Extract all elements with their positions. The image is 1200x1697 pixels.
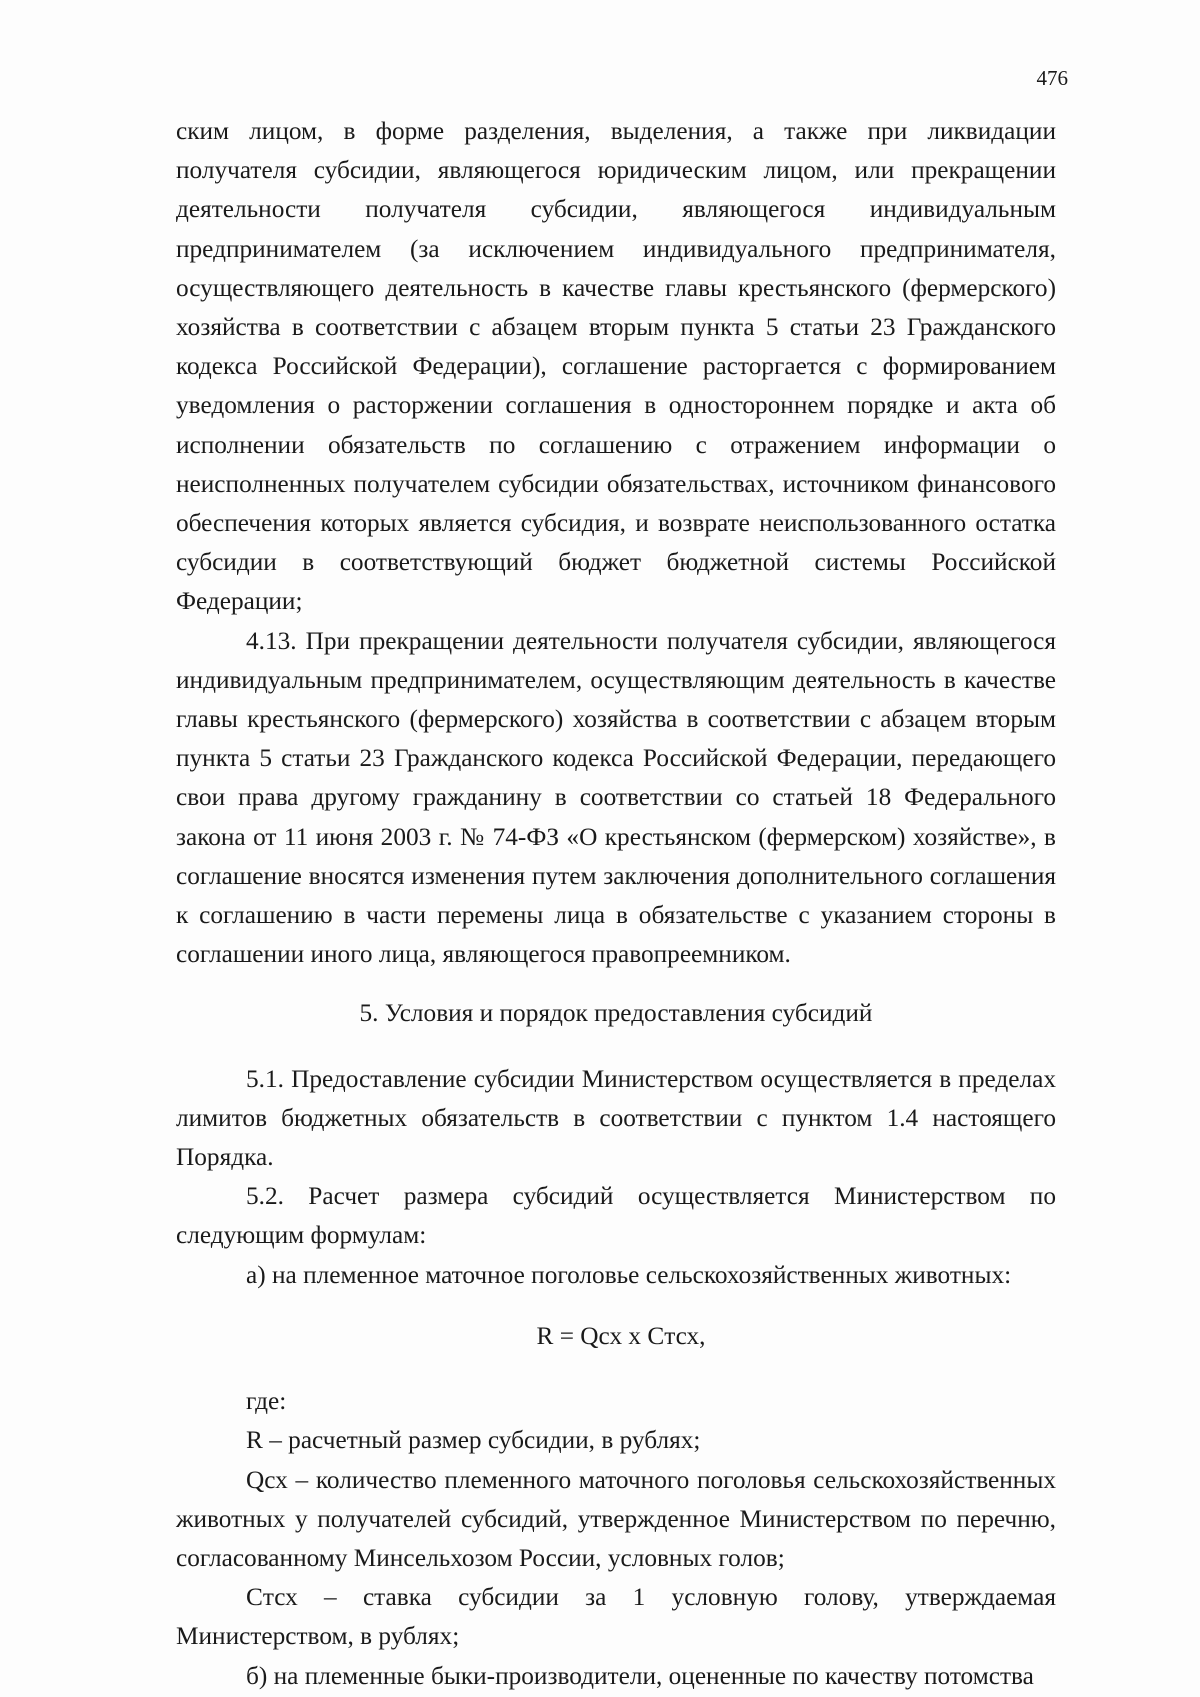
section-title: 5. Условия и порядок предоставления субсидий	[359, 999, 873, 1028]
definition-ctsx: Cтсх – ставка субсидии за 1 условную голову, утверждаемая Министерством, в рублях;	[176, 1583, 1056, 1651]
paragraph-item-b: б) на племенные быки-производители, оцененные по качеству потомства	[246, 1661, 1034, 1690]
paragraph-item-a: а) на племенное маточное поголовье сельскохозяйственных животных:	[246, 1260, 1012, 1289]
paragraph-4-13: 4.13. При прекращении деятельности получателя субсидии, являющегося индивидуальным предпринимателем, осуществляющим деятельность в качестве главы крестьянского (фермерского) хозяйства в соответствии с абзацем вторым пункта 5 статьи 23 Гражданского кодекса Российской Федерации, передающего свои права другому гражданину в соответствии со статьей 18 Федерального закона от 11 июня 2003 г. № 74-ФЗ «О крестьянском (фермерском) хозяйстве», в соглашение вносятся изменения путем заключения дополнительного соглашения к соглашению в части перемены лица в обязательстве с указанием стороны в соглашении иного лица, являющегося правопреемником.	[176, 626, 1056, 969]
paragraph-5-2: 5.2. Расчет размера субсидий осуществляется Министерством по следующим формулам:	[176, 1182, 1056, 1250]
page-number: 476	[1036, 66, 1068, 90]
paragraph-5-1: 5.1. Предоставление субсидии Министерством осуществляется в пределах лимитов бюджетных обязательств в соответствии с пунктом 1.4 настоящего Порядка.	[176, 1064, 1056, 1172]
definitions-intro: где:	[246, 1387, 287, 1416]
document-body	[176, 112, 1056, 1696]
paragraph-continuation: ским лицом, в форме разделения, выделения, а также при ликвидации получателя субсидии, являющегося юридическим лицом, или прекращении деятельности получателя субсидии, являющегося индивидуальным предпринимателем (за исключением индивидуального предпринимателя, осуществляющего деятельность в качестве главы крестьянского (фермерского) хозяйства в соответствии с абзацем вторым пункта 5 статьи 23 Гражданского кодекса Российской Федерации), соглашение расторгается с формированием уведомления о расторжении соглашения в одностороннем порядке и акта об исполнении обязательств по соглашению с отражением информации о неисполненных получателем субсидии обязательствах, источником финансового обеспечения которых является субсидия, и возврате неиспользованного остатка субсидии в соответствующий бюджет бюджетной системы Российской Федерации;	[176, 117, 1056, 616]
definition-qsx: Qсх – количество племенного маточного поголовья сельскохозяйственных животных у получателей субсидий, утвержденное Министерством по перечню, согласованному Минсельхозом России, условных голов;	[176, 1465, 1056, 1572]
formula: R = Qсх х Cтсх,	[536, 1321, 706, 1350]
definition-r: R – расчетный размер субсидии, в рублях;	[246, 1426, 701, 1455]
